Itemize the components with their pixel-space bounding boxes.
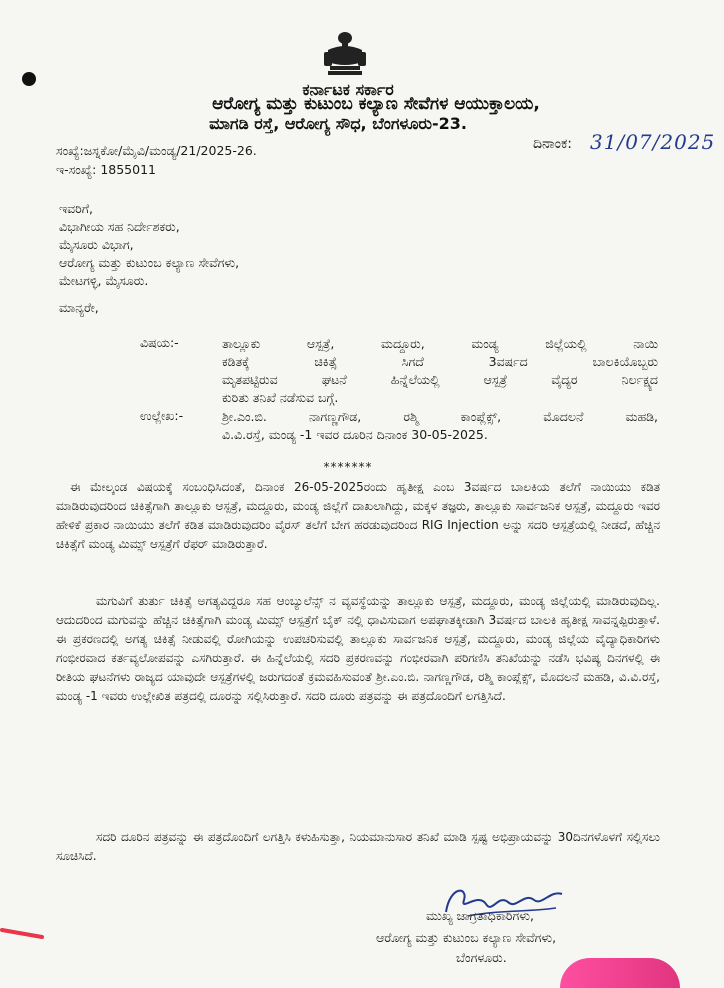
reference-number: ಸಂಖ್ಯೆ:ಜಸ್ನಕೋ/ಮೈವಿ/ಮಂಡ್ಯ/21/2025-26.	[56, 143, 257, 158]
signatory-city: ಬೆಂಗಳೂರು.	[456, 950, 507, 965]
reference-line: ವಿ.ವಿ.ರಸ್ತೆ, ಮಂಡ್ಯ -1 ಇವರ ದೂರಿನ ದಿನಾಂಕ 30-05-2025.	[222, 427, 488, 442]
signatory-designation: ಮುಖ್ಯ ಜಾಗ್ರತಾಧಿಕಾರಿಗಳು,	[426, 908, 535, 923]
subject-line: ಮೃತಪಟ್ಟಿರುವ ಘಟನೆ ಹಿನ್ನೆಲೆಯಲ್ಲಿ ಆಸ್ಪತ್ರೆ ವೈದ್ಯರ ನಿರ್ಲಕ್ಷ್ಯದ	[222, 372, 658, 387]
address-line: ವಿಭಾಗೀಯ ಸಹ ನಿರ್ದೇಶಕರು,	[59, 219, 180, 234]
address-line: ಮೇಟಗಳ್ಳಿ, ಮೈಸೂರು.	[59, 273, 149, 288]
address-line: ಆರೋಗ್ಯ ಮತ್ತು ಕುಟುಂಬ ಕಲ್ಯಾಣ ಸೇವೆಗಳು,	[59, 255, 240, 270]
address-line: ಮೈಸೂರು ವಿಭಾಗ,	[59, 237, 134, 252]
government-title: ಕರ್ನಾಟಕ ಸರ್ಕಾರ	[302, 80, 394, 99]
subject-label: ವಿಷಯ:-	[140, 335, 179, 350]
handwritten-date: 31/07/2025	[590, 130, 716, 154]
reference-line: ಶ್ರೀ.ಎಂ.ಬಿ. ನಾಗಣ್ಣಗೌಡ, ರಶ್ಮಿ ಕಾಂಪ್ಲೆಕ್ಸ್, ಮೊದಲನೆ ಮಹಡಿ,	[222, 409, 658, 424]
e-reference-number: ಇ-ಸಂಖ್ಯೆ: 1855011	[56, 162, 156, 177]
red-pen-mark-icon	[0, 926, 44, 940]
reference-label: ಉಲ್ಲೇಖ:-	[140, 408, 184, 423]
body-paragraph-3: ಸದರಿ ದೂರಿನ ಪತ್ರವನ್ನು ಈ ಪತ್ರದೊಂದಿಗೆ ಲಗತ್ತಿಸಿ ಕಳುಹಿಸುತ್ತಾ, ನಿಯಮಾನುಸಾರ ತನಿಖೆ ಮಾಡಿ ಸ್ಪಷ್ಟ ಅಭಿಪ್ರಾಯವನ್ನು 30ದಿನಗಳೊಳಗೆ ಸಲ್ಲಿಸಲು ಸೂಚಿಸಿದೆ.	[56, 830, 660, 863]
separator: *******	[323, 460, 373, 474]
pink-sticker-icon	[560, 958, 680, 988]
signatory-department: ಆರೋಗ್ಯ ಮತ್ತು ಕುಟುಂಬ ಕಲ್ಯಾಣ ಸೇವೆಗಳು,	[376, 930, 557, 945]
subject-line: ಕಡಿತಕ್ಕೆ ಚಿಕಿತ್ಸೆ ಸಿಗದೆ 3ವರ್ಷದ ಬಾಲಕಿಯೊಬ್ಬರು	[222, 354, 658, 369]
subject-line: ಕುರಿತು ತನಿಖೆ ನಡೆಸುವ ಬಗ್ಗೆ.	[222, 390, 339, 405]
body-paragraph-2: ಮಗುವಿಗೆ ತುರ್ತು ಚಿಕಿತ್ಸೆ ಅಗತ್ಯವಿದ್ದರೂ ಸಹ ಆಂಬ್ಯುಲೆನ್ಸ್ ನ ವ್ಯವಸ್ಥೆಯನ್ನು ತಾಲ್ಲೂಕು ಆಸ್ಪತ್ರೆ, ಮದ್ದೂರು, ಮಂಡ್ಯ ಜಿಲ್ಲೆಯಲ್ಲಿ ಮಾಡಿರುವುದಿಲ್ಲ. ಆದುದರಿಂದ ಮಗುವನ್ನು ಹೆಚ್ಚಿನ ಚಿಕಿತ್ಸೆಗಾಗಿ ಮಂಡ್ಯ ಮಿಮ್ಸ್ ಆಸ್ಪತ್ರೆಗೆ ಬೈಕ್ ನಲ್ಲಿ ಧಾವಿಸುವಾಗ ಅಪಘಾತಕ್ಕೀಡಾಗಿ 3ವರ್ಷದ ಬಾಲಕಿ ಹೃತೀಕ್ಷ ಸಾವನ್ನಪ್ಪಿರುತ್ತಾಳೆ. ಈ ಪ್ರಕರಣದಲ್ಲಿ ಅಗತ್ಯ ಚಿಕಿತ್ಸೆ ನೀಡುವಲ್ಲಿ ರೋಗಿಯನ್ನು ಉಪಚರಿಸುವಲ್ಲಿ ತಾಲ್ಲೂಕು ಸಾರ್ವಜನಿಕ ಆಸ್ಪತ್ರೆ, ಮದ್ದೂರು, ಮಂಡ್ಯ ಜಿಲ್ಲೆಯ ವೈದ್ಯಾಧಿಕಾರಿಗಳು ಗಂಭೀರವಾದ ಕರ್ತವ್ಯಲೋಪವನ್ನು ಎಸಗಿರುತ್ತಾರೆ. ಈ ಹಿನ್ನೆಲೆಯಲ್ಲಿ ಸದರಿ ಪ್ರಕರಣವನ್ನು ಗಂಭೀರವಾಗಿ ಪರಿಗಣಿಸಿ ತನಿಖೆಯನ್ನು ನಡೆಸಿ ಭವಿಷ್ಯ ದಿನಗಳಲ್ಲಿ ಈ ರೀತಿಯ ಘಟನೆಗಳು ರಾಜ್ಯದ ಯಾವುದೇ ಆಸ್ಪತ್ರೆಗಳಲ್ಲಿ ಜರುಗದಂತೆ ಕ್ರಮವಹಿಸುವಂತೆ ಶ್ರೀ.ಎಂ.ಬಿ. ನಾಗಣ್ಣಗೌಡ, ರಶ್ಮಿ ಕಾಂಪ್ಲೆಕ್ಸ್, ಮೊದಲನೆ ಮಹಡಿ, ವಿ.ವಿ.ರಸ್ತೆ, ಮಂಡ್ಯ -1 ಇವರು ಉಲ್ಲೇಖಿತ ಪತ್ರದಲ್ಲಿ ದೂರನ್ನು ಸಲ್ಲಿಸಿರುತ್ತಾರೆ. ಸದರಿ ದೂರು ಪತ್ರವನ್ನು ಈ ಪತ್ರದೊಂದಿಗೆ ಲಗತ್ತಿಸಿದೆ.	[56, 594, 660, 703]
subject-line: ತಾಲ್ಲೂಕು ಆಸ್ಪತ್ರೆ, ಮದ್ದೂರು, ಮಂಡ್ಯ ಜಿಲ್ಲೆಯಲ್ಲಿ ನಾಯಿ	[222, 336, 658, 351]
state-emblem-icon	[322, 30, 368, 76]
address-line: ಇವರಿಗೆ,	[59, 201, 93, 216]
salutation: ಮಾನ್ಯರೇ,	[59, 300, 99, 315]
date-label: ದಿನಾಂಕ:	[533, 136, 572, 152]
department-address: ಮಾಗಡಿ ರಸ್ತೆ, ಆರೋಗ್ಯ ಸೌಧ, ಬೆಂಗಳೂರು-23.	[209, 114, 467, 133]
department-title: ಆರೋಗ್ಯ ಮತ್ತು ಕುಟುಂಬ ಕಲ್ಯಾಣ ಸೇವೆಗಳ ಆಯುಕ್ತಾಲಯ,	[212, 94, 540, 114]
body-paragraph-1: ಈ ಮೇಲ್ಕಂಡ ವಿಷಯಕ್ಕೆ ಸಂಬಂಧಿಸಿದಂತೆ, ದಿನಾಂಕ 26-05-2025ರಂದು ಹೃತೀಕ್ಷ ಎಂಬ 3ವರ್ಷದ ಬಾಲಕಿಯ ತಲೆಗೆ ನಾಯಿಯು ಕಡಿತ ಮಾಡಿರುವುದರಿಂದ ಚಿಕಿತ್ಸೆಗಾಗಿ ತಾಲ್ಲೂಕು ಆಸ್ಪತ್ರೆ, ಮದ್ದೂರು, ಮಂಡ್ಯ ಜಿಲ್ಲೆಗೆ ದಾಖಲಾಗಿದ್ದು, ಮಕ್ಕಳ ತಜ್ಞರು, ತಾಲ್ಲೂಕು ಸಾರ್ವಜನಿಕ ಆಸ್ಪತ್ರೆ, ಮದ್ದೂರು ಇವರ ಹೇಳಿಕೆ ಪ್ರಕಾರ ನಾಯಿಯು ತಲೆಗೆ ಕಡಿತ ಮಾಡಿರುವುದರಿಂ ವೈರಸ್ ತಲೆಗೆ ಬೇಗ ಹರಡುವುದರಿಂದ RIG Injection ಅನ್ನು ಸದರಿ ಆಸ್ಪತ್ರೆಯಲ್ಲಿ ನೀಡದೆ, ಹೆಚ್ಚಿನ ಚಿಕಿತ್ಸೆಗೆ ಮಂಡ್ಯ ಮಿಮ್ಸ್ ಆಸ್ಪತ್ರೆಗೆ ರೆಫರ್ ಮಾಡಿರುತ್ತಾರೆ.	[56, 480, 660, 551]
